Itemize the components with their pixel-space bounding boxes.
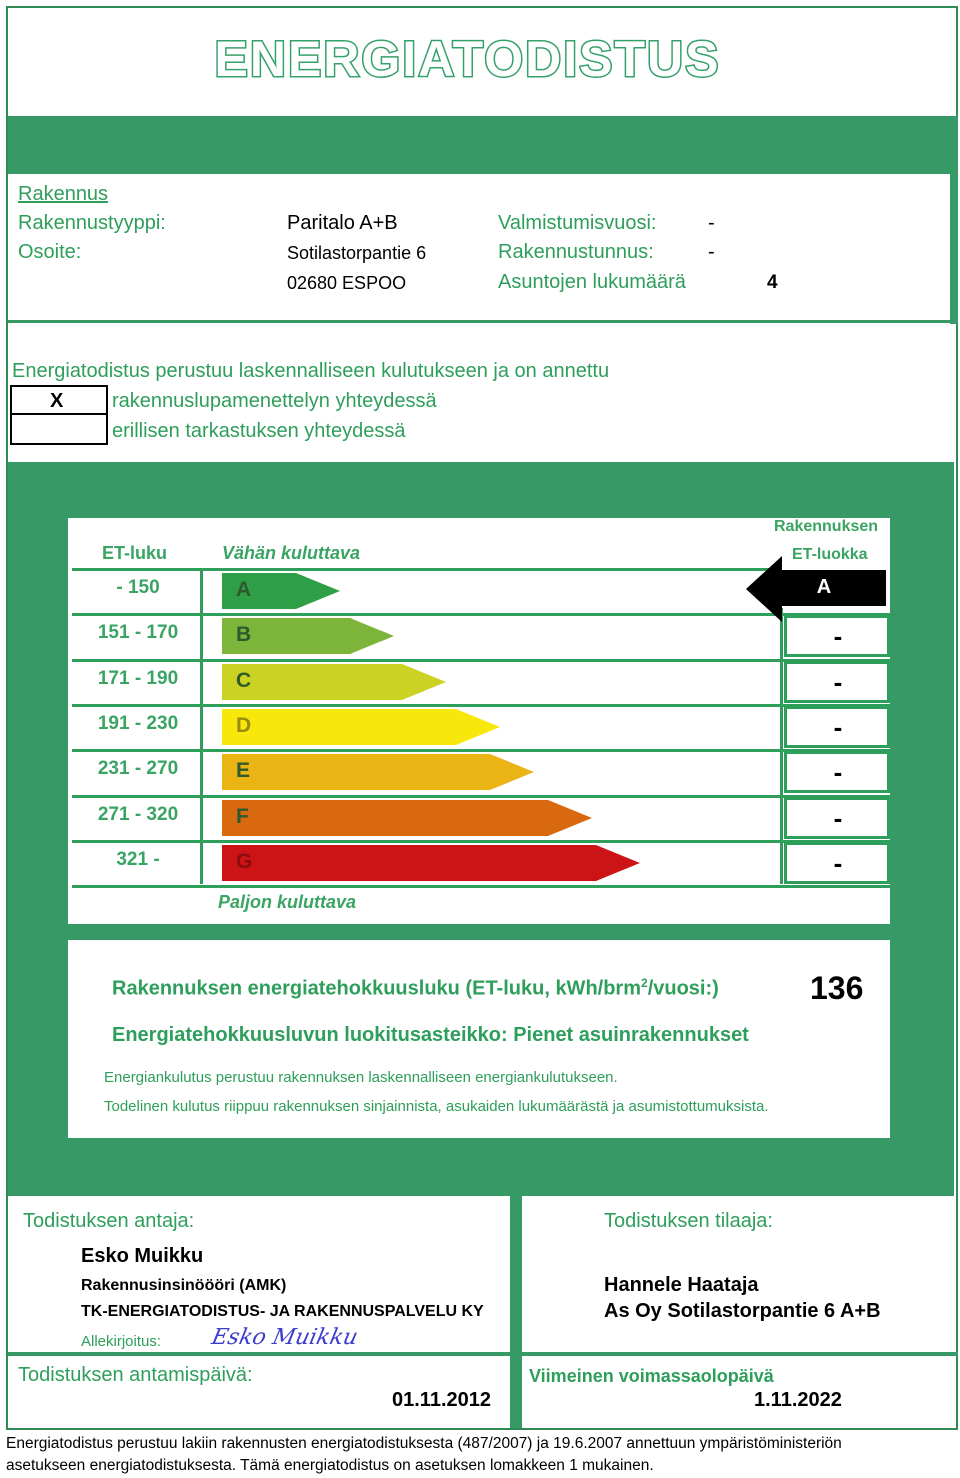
completion-year-value: - (708, 212, 715, 234)
scale-letter: G (236, 849, 253, 873)
header-band (8, 116, 958, 174)
orderer-company: As Oy Sotilastorpantie 6 A+B (604, 1300, 881, 1322)
classification-scale-label: Energiatehokkuusluvun luokitusasteikko: Pienet asuinrakennukset (112, 1024, 749, 1046)
building-id-label: Rakennustunnus: (498, 241, 654, 263)
building-type-label: Rakennustyyppi: (18, 212, 166, 234)
scale-arrow-d (222, 709, 500, 745)
issue-date-label: Todistuksen antamispäivä: (18, 1364, 253, 1386)
legal-footer (6, 1433, 956, 1477)
building-id-value: - (708, 241, 715, 263)
valid-until-value: 1.11.2022 (754, 1389, 842, 1411)
scale-row-divider (72, 795, 890, 798)
et-value: 136 (810, 970, 864, 1006)
class-header-1: Rakennuksen (774, 518, 879, 535)
scale-arrow-g (222, 845, 640, 881)
footer-line-2: asetukseen energiatodistuksesta. Tämä energiatodistus on asetuksen lomakkeen 1 mukainen. (6, 1457, 654, 1474)
middle-divider-band (510, 1196, 522, 1428)
scale-row-divider (72, 568, 782, 571)
completion-year-label: Valmistumisvuosi: (498, 212, 657, 234)
class-mark: - (833, 802, 843, 833)
address-line2: 02680 ESPOO (287, 273, 407, 293)
scale-range-label: 191 - 230 (97, 712, 179, 734)
scale-letter: D (236, 713, 252, 737)
scale-arrow-c (222, 664, 446, 700)
scale-row-divider (72, 659, 890, 662)
scale-range-label: - 150 (116, 577, 160, 598)
low-consumption-label: Vähän kuluttava (222, 543, 361, 563)
high-consumption-label: Paljon kuluttava (218, 892, 357, 912)
issue-date-value: 01.11.2012 (392, 1389, 491, 1411)
class-mark: - (833, 757, 843, 788)
class-mark: - (833, 666, 843, 697)
et-value-label-sup: 2 (641, 976, 648, 990)
checkbox-inspection[interactable] (10, 415, 108, 445)
class-header-2: ET-luokka (792, 546, 868, 563)
issuer-title: Rakennusinsinöööri (AMK) (81, 1277, 287, 1294)
scale-range-label: 271 - 320 (97, 803, 179, 825)
issuer-label: Todistuksen antaja: (23, 1210, 195, 1232)
issuer-name: Esko Muikku (81, 1245, 204, 1267)
signature-label: Allekirjoitus: (81, 1333, 162, 1350)
apartments-value: 4 (767, 272, 778, 293)
building-divider (8, 320, 958, 323)
et-value-label (112, 976, 719, 1001)
scale-range-label: 171 - 190 (97, 667, 179, 689)
orderer-name: Hannele Haataja (604, 1274, 759, 1296)
scale-letter: B (236, 623, 252, 647)
scale-arrow-e (222, 754, 534, 790)
col-et-luku-header: ET-luku (102, 543, 168, 563)
energy-class-scale (68, 518, 890, 924)
date-divider (8, 1352, 958, 1356)
orderer-label: Todistuksen tilaaja: (604, 1210, 773, 1232)
consumption-note-2: Todelinen kulutus riippuu rakennuksen sinjainnista, asukaiden lukumäärästä ja asumistottumuksista. (104, 1098, 769, 1115)
apartments-label: Asuntojen lukumäärä (498, 271, 686, 293)
checkbox-permit-mark: X (50, 390, 64, 412)
scale-row-divider (72, 749, 890, 752)
checkbox-permit[interactable] (10, 385, 108, 415)
address-label: Osoite: (18, 241, 82, 263)
scale-row-divider (72, 840, 890, 843)
valid-until-label: Viimeinen voimassaolopäivä (529, 1366, 774, 1386)
consumption-note-1: Energiankulutus perustuu rakennuksen laskennalliseen energiankulutukseen. (104, 1069, 618, 1086)
class-mark: - (833, 621, 843, 652)
class-mark: - (833, 847, 843, 878)
scale-range-label: 231 - 270 (97, 758, 179, 780)
building-type-value: Paritalo A+B (287, 212, 398, 234)
selected-class-letter: A (816, 576, 832, 598)
footer-line-1: Energiatodistus perustuu lakiin rakennusten energiatodistuksesta (487/2007) ja 19.6.2007 annettuun ympäristöministeriön (6, 1435, 842, 1452)
basis-heading: Energiatodistus perustuu laskennalliseen kulutukseen ja on annettu (12, 360, 610, 382)
signature: Esko Muikku (209, 1325, 361, 1350)
scale-letter: C (236, 668, 252, 692)
issuer-company: TK-ENERGIATODISTUS- JA RAKENNUSPALVELU KY (81, 1303, 484, 1320)
scale-row-divider (72, 704, 890, 707)
scale-letter: F (236, 804, 249, 828)
page-title: ENERGIATODISTUS (214, 31, 721, 87)
address-line1: Sotilastorpantie 6 (287, 243, 427, 263)
et-value-label-text: Rakennuksen energiatehokkuusluku (ET-luku, kWh/brm (112, 977, 641, 1000)
class-mark: - (833, 711, 843, 742)
scale-range-label: 321 - (116, 848, 160, 870)
efficiency-info-box (68, 940, 890, 1138)
scale-bottom-divider (72, 885, 890, 888)
et-value-label-tail: /vuosi:) (647, 977, 719, 1000)
scale-arrow-f (222, 800, 592, 836)
scale-range-label: 151 - 170 (97, 622, 179, 644)
scale-letter: A (236, 578, 252, 601)
option-inspection-label: erillisen tarkastuksen yhteydessä (112, 420, 406, 442)
scale-letter: E (236, 759, 251, 783)
building-section-label: Rakennus (18, 183, 109, 205)
right-edge-band (950, 174, 958, 324)
option-permit-label: rakennuslupamenettelyn yhteydessä (112, 390, 437, 412)
